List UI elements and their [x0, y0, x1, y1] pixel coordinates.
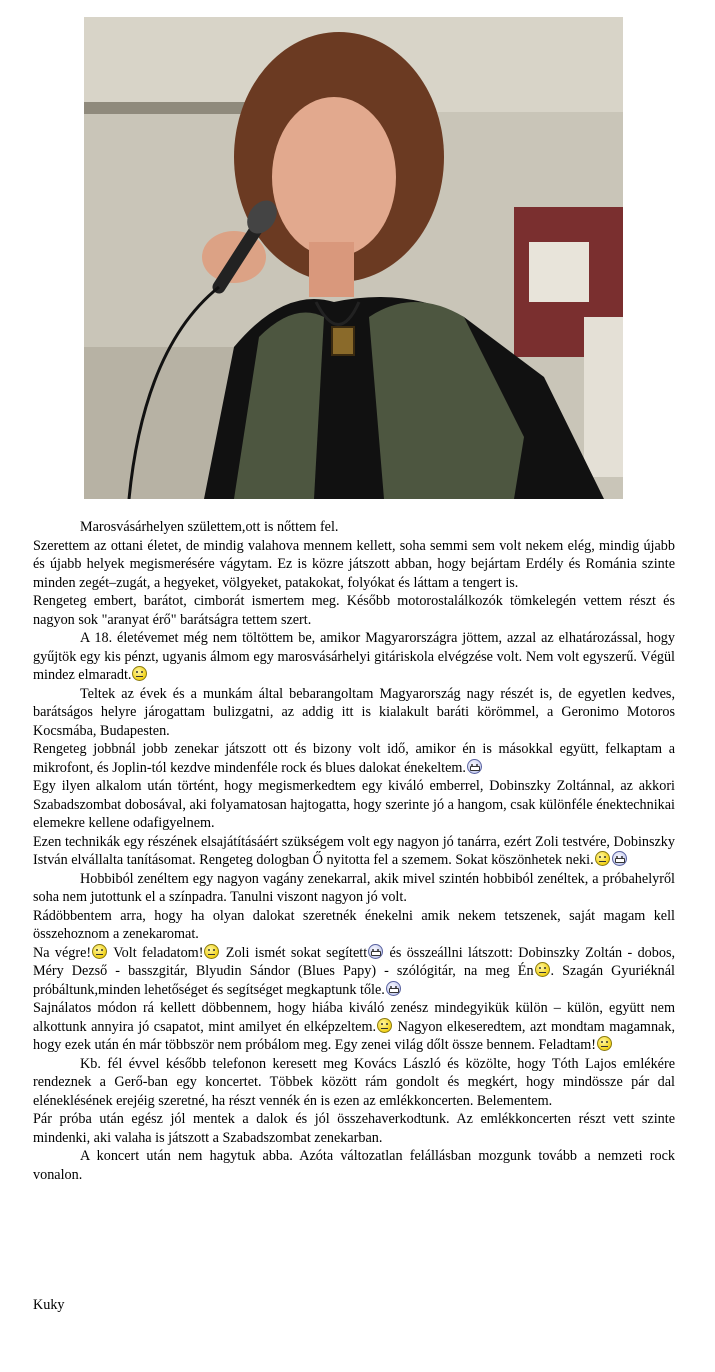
biography-text: [33, 518, 675, 1184]
paragraph: [33, 944, 675, 1000]
paragraph-text: Zoli ismét sokat segített: [220, 944, 368, 961]
paragraph: [33, 740, 675, 777]
paragraph-text: Pár próba után egész jól mentek a dalok és jól összehaverkodtunk. Az emlékkoncerten részt vett szinte mindenki, aki valaha is játszott a Szabadszombat zenekarban.: [33, 1111, 675, 1146]
paragraph: [33, 870, 675, 907]
paragraph-text: Marosvásárhelyen születtem,ott is nőttem fel.: [80, 519, 339, 535]
paragraph-text: A koncert után nem hagytuk abba. Azóta változatlan felállásban mozgunk tovább a nemzeti rock vonalon.: [33, 1148, 675, 1183]
paragraph-text: Rengeteg embert, barátot, cimborát ismertem meg. Később motorostalálkozók tömkelegén vettem részt és nagyon sok "aranyat érő" barátságra tettem szert.: [33, 593, 675, 628]
paragraph: [33, 999, 675, 1055]
paragraph: [33, 1147, 675, 1184]
grin-smiley-icon: [612, 851, 627, 866]
paragraph: [33, 777, 675, 833]
paragraph: [33, 833, 675, 870]
paragraph-text: Na végre!: [33, 944, 92, 961]
paragraph-text: Rengeteg jobbnál jobb zenekar játszott ott és bizony volt idő, amikor én is másokkal együtt, felkaptam a mikrofont, és Joplin-tól kezdve mindenféle rock és blues dalokat énekeltem.: [33, 741, 675, 776]
paragraph-text: Szerettem az ottani életet, de mindig valahova mennem kellett, soha semmi sem volt nekem elég, mindig újabb és újabb helyek megismerésére vágytam. Ez is közre játszott abban, hogy bejártam Erdély és Románia szinte minden zegét–zugát, a hegyeket, völgyeket, patakokat, folyókat és láttam a tengert is.: [33, 537, 675, 591]
paragraph-text: Ezen technikák egy részének elsajátításáért szükségem volt egy nagyon jó tanárra, ezért Zoli testvére, Dobinszky István elvállalta tanításomat. Rengeteg dologban Ő nyitotta fel a szemem. Sokat köszönhetek neki.: [33, 833, 675, 868]
paragraph: [33, 1110, 675, 1147]
paragraph-text: Kb. fél évvel később telefonon keresett meg Kovács László és közölte, hogy Tóth Lajos emlékére rendeznek a Gerő-ban egy koncertet. Többek között rám gondolt és megkért, hogy mindössze pár dal eléneklésének erejéig szeretné, ha részt vennék én is ezen az emlékkoncerten. Belementem.: [33, 1055, 675, 1109]
paragraph: [33, 592, 675, 629]
grin-smiley-icon: [386, 981, 401, 996]
paragraph: [33, 518, 675, 537]
paragraph: [33, 629, 675, 685]
paragraph-text: . Szagán Gyuriéknál próbáltunk,minden lehetőséget és segítséget megkaptunk tőle.: [33, 963, 675, 998]
paragraph-text: és összeállni látszott: Dobinszky Zoltán - dobos, Méry Dezső - basszgitár, Blyudin Sándor (Blues Papy) - szólógitár, na meg Én: [33, 944, 676, 979]
smiley-icon: [204, 944, 219, 959]
paragraph: [33, 907, 675, 944]
grin-smiley-icon: [368, 944, 383, 959]
paragraph-text: Egy ilyen alkalom után történt, hogy megismerkedtem egy kiváló emberrel, Dobinszky Zoltánnal, az akkori Szabadszombat dobosával, aki folyamatosan hajtogatta, hogy szerinte jó a hangom, csak különféle énektechnikai elemekre kellene odafigyelnem.: [33, 778, 675, 831]
smiley-icon: [377, 1018, 392, 1033]
paragraph: [33, 537, 675, 593]
signature: Kuky: [33, 1297, 65, 1313]
paragraph-text: Nagyon elkeseredtem, azt mondtam magamnak, hogy ezek után én már többször nem próbálom meg. Egy zenei világ dőlt össze bennem. Feladtam!: [33, 1018, 675, 1053]
paragraph-text: Sajnálatos módon rá kellett döbbennem, hogy hiába kiváló zenész mindegyikük külön – külön, együtt nem alkottunk annyira jó csapatot, mint amilyet én elképzeltem.: [33, 1000, 675, 1035]
paragraph-text: Hobbiból zenéltem egy nagyon vagány zenekarral, akik mivel szintén hobbiból zenéltek, a próbahelyről soha nem jutottunk el a színpadra. Tanulni viszont nagyon jó volt.: [33, 870, 675, 905]
paragraph-text: Rádöbbentem arra, hogy ha olyan dalokat szeretnék énekelni amik nekem tetszenek, saját magam kell összehoznom a zenekaromat.: [33, 907, 675, 942]
paragraph: [33, 685, 675, 741]
smiley-icon: [92, 944, 107, 959]
paragraph-text: A 18. életévemet még nem töltöttem be, amikor Magyarországra jöttem, azzal az elhatározással, hogy gyűjtök egy kis pénzt, ugyanis álmom egy marosvásárhelyi gitáriskola elvégzése volt. Nem volt egyszerű. Végül mindez elmaradt.: [33, 630, 675, 683]
singer-photo-illustration: [84, 17, 623, 499]
smiley-icon: [535, 962, 550, 977]
grin-smiley-icon: [467, 759, 482, 774]
singer-photo: [84, 17, 623, 499]
smiley-icon: [595, 851, 610, 866]
paragraph-text: Teltek az évek és a munkám által bebarangoltam Magyarország nagy részét is, de egyetlen kedves, barátságos helyre járogattam bulizgatni, az addig itt is kialakult baráti körömmel, a Geronimo Motoros Kocsmába, Budapesten.: [33, 685, 675, 739]
paragraph: [33, 1055, 675, 1111]
paragraph-text: Volt feladatom!: [108, 944, 204, 961]
smiley-icon: [132, 666, 147, 681]
smiley-icon: [597, 1036, 612, 1051]
